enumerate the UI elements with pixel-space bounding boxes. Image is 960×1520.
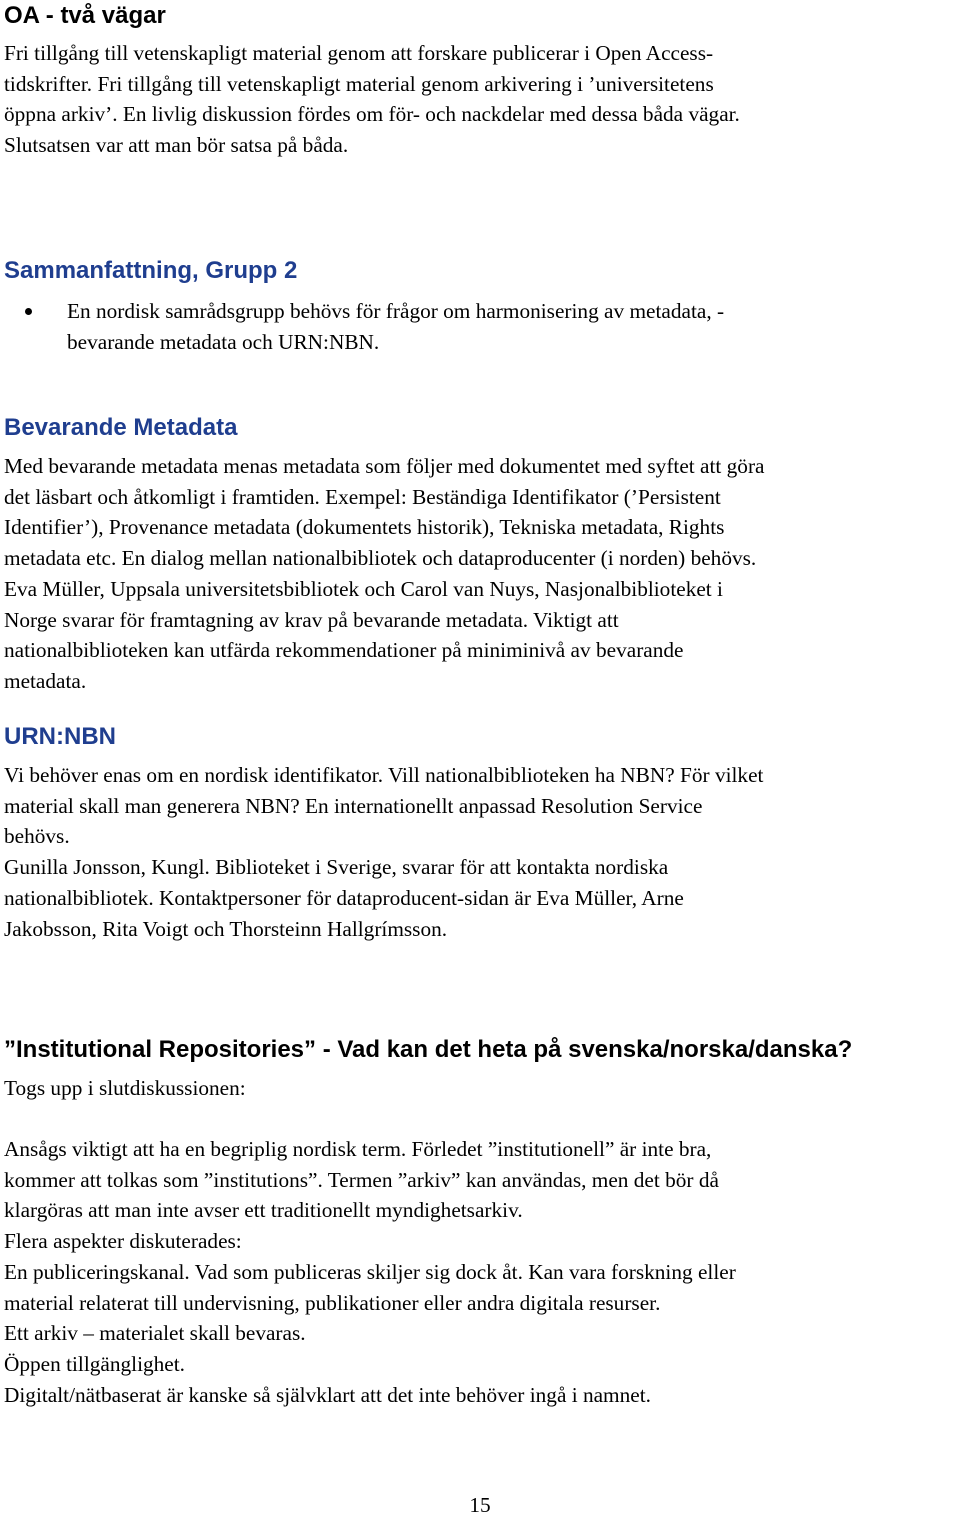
text-line: metadata etc. En dialog mellan nationalbibliotek och dataproducenter (i norden) behövs. [4, 546, 757, 571]
repositories-intro [4, 1073, 960, 1104]
text-line: En publiceringskanal. Vad som publiceras skiljer sig dock åt. Kan vara forskning eller [4, 1259, 736, 1284]
text-line: bevarande metadata och URN:NBN. [67, 329, 380, 354]
paragraph-institutional-repositories [4, 1134, 960, 1410]
text-line: Jakobsson, Rita Voigt och Thorsteinn Hallgrímsson. [4, 916, 448, 941]
text-line: Togs upp i slutdiskussionen: [4, 1076, 246, 1100]
heading-institutional-repositories: ”Institutional Repositories” - Vad kan det heta på svenska/norska/danska? [4, 1036, 853, 1063]
heading-preservation-metadata: Bevarande Metadata [4, 414, 238, 441]
text-line: metadata. [4, 668, 87, 693]
text-line: Öppen tillgänglighet. [4, 1351, 185, 1376]
text-line: Digitalt/nätbaserat är kanske så självklart att det inte behöver ingå i namnet. [4, 1382, 651, 1407]
text-line: Norge svarar för framtagning av krav på bevarande metadata. Viktigt att [4, 607, 619, 632]
heading-oa: OA - två vägar [4, 2, 166, 29]
text-line: Fri tillgång till vetenskapligt material genom att forskare publicerar i Open Access- [4, 41, 714, 65]
text-line: klargöras att man inte avser ett traditionellt myndighetsarkiv. [4, 1198, 523, 1223]
text-line: tidskrifter. Fri tillgång till vetenskapligt material genom arkivering i ’universitetens [4, 71, 714, 96]
summary-bullet-list [0, 296, 960, 357]
text-line: kommer att tolkas som ”institutions”. Termen ”arkiv” kan användas, men det bör då [4, 1167, 719, 1192]
text-line: Ett arkiv – materialet skall bevaras. [4, 1321, 306, 1346]
text-line: nationalbibliotek. Kontaktpersoner för dataproducent-sidan är Eva Müller, Arne [4, 885, 684, 910]
heading-summary: Sammanfattning, Grupp 2 [4, 257, 298, 284]
page-number: 15 [469, 1493, 491, 1517]
text-line: Vi behöver enas om en nordisk identifikator. Vill nationalbiblioteken ha NBN? För vilket [4, 763, 764, 787]
text-line: Med bevarande metadata menas metadata som följer med dokumentet med syftet att göra [4, 454, 765, 478]
paragraph-preservation-metadata [4, 451, 960, 697]
heading-urn-nbn: URN:NBN [4, 723, 116, 750]
text-line: Slutsatsen var att man bör satsa på båda. [4, 133, 349, 158]
text-line: det läsbart och åtkomligt i framtiden. Exempel: Beständiga Identifikator (’Persistent [4, 484, 721, 509]
list-item [0, 296, 960, 357]
paragraph-oa [4, 38, 960, 161]
bullet-icon [25, 308, 32, 315]
text-line: nationalbiblioteken kan utfärda rekommendationer på miniminivå av bevarande [4, 638, 684, 663]
text-line: öppna arkiv’. En livlig diskussion fördes om för- och nackdelar med dessa båda vägar. [4, 102, 740, 127]
text-line: En nordisk samrådsgrupp behövs för frågor om harmonisering av metadata, - [67, 299, 725, 323]
paragraph-urn-nbn [4, 760, 960, 944]
text-line: material relaterat till undervisning, publikationer eller andra digitala resurser. [4, 1290, 661, 1315]
text-line: Gunilla Jonsson, Kungl. Biblioteket i Sverige, svarar för att kontakta nordiska [4, 855, 669, 880]
text-line: Identifier’), Provenance metadata (dokumentets historik), Tekniska metadata, Rights [4, 515, 725, 540]
text-line: behövs. [4, 824, 70, 849]
text-line: Ansågs viktigt att ha en begriplig nordisk term. Förledet ”institutionell” är inte bra, [4, 1137, 712, 1161]
text-line: material skall man generera NBN? En internationellt anpassad Resolution Service [4, 793, 703, 818]
text-line: Flera aspekter diskuterades: [4, 1229, 242, 1254]
text-line: Eva Müller, Uppsala universitetsbibliotek och Carol van Nuys, Nasjonalbiblioteket i [4, 576, 723, 601]
